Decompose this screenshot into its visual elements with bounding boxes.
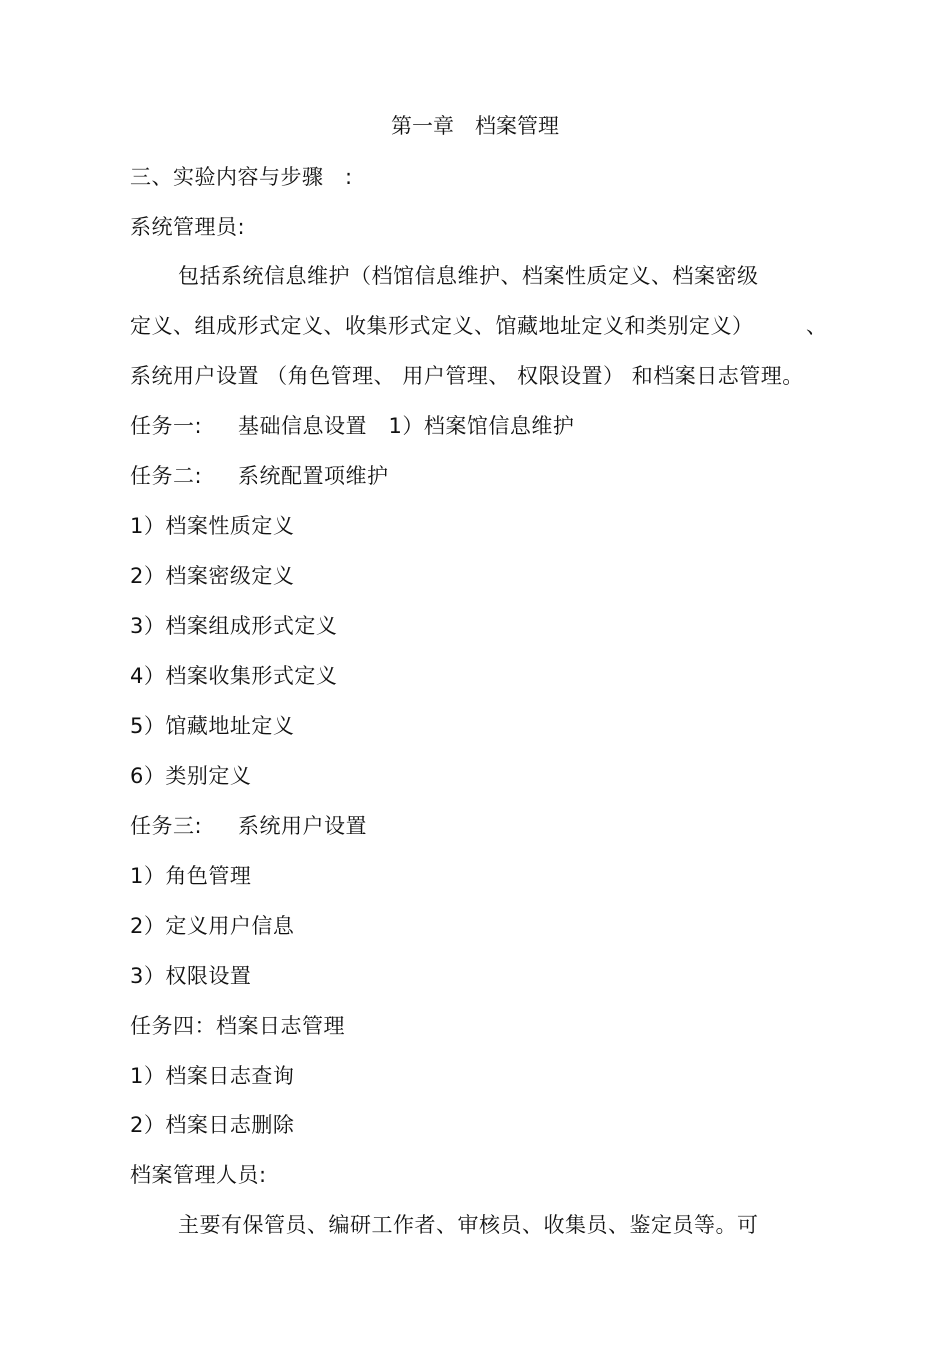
role-heading-admin: 系统管理员: <box>130 215 246 239</box>
task-label: 任务二: <box>130 464 203 488</box>
task-description: 基础信息设置 1）档案馆信息维护 <box>238 414 575 438</box>
list-item: 2）档案日志删除 <box>130 1113 295 1137</box>
list-item: 1）角色管理 <box>130 864 252 888</box>
paragraph-punctuation: 、 <box>806 314 828 338</box>
task-description: 系统用户设置 <box>238 814 367 838</box>
list-item: 2）档案密级定义 <box>130 564 295 588</box>
task-label: 任务一: <box>130 414 203 438</box>
task-label: 任务三: <box>130 814 203 838</box>
list-item: 4）档案收集形式定义 <box>130 664 338 688</box>
list-item: 2）定义用户信息 <box>130 914 295 938</box>
task-heading: 任务四：档案日志管理 <box>130 1014 345 1038</box>
list-item: 1）档案日志查询 <box>130 1064 295 1088</box>
list-item: 6）类别定义 <box>130 764 252 788</box>
paragraph-line: 包括系统信息维护（档馆信息维护、档案性质定义、档案密级 <box>178 264 759 288</box>
list-item: 3）档案组成形式定义 <box>130 614 338 638</box>
list-item: 3）权限设置 <box>130 964 252 988</box>
chapter-title: 第一章 档案管理 <box>391 114 559 138</box>
section-heading: 三、实验内容与步骤 : <box>130 165 353 189</box>
role-heading-archivist: 档案管理人员: <box>130 1163 267 1187</box>
task-description: 系统配置项维护 <box>238 464 389 488</box>
paragraph-line: 定义、组成形式定义、收集形式定义、馆藏地址定义和类别定义） <box>130 314 754 338</box>
list-item: 5）馆藏地址定义 <box>130 714 295 738</box>
paragraph-line: 主要有保管员、编研工作者、审核员、收集员、鉴定员等。可 <box>178 1213 759 1237</box>
list-item: 1）档案性质定义 <box>130 514 295 538</box>
paragraph-line: 系统用户设置 （角色管理、 用户管理、 权限设置） 和档案日志管理。 <box>130 364 804 388</box>
